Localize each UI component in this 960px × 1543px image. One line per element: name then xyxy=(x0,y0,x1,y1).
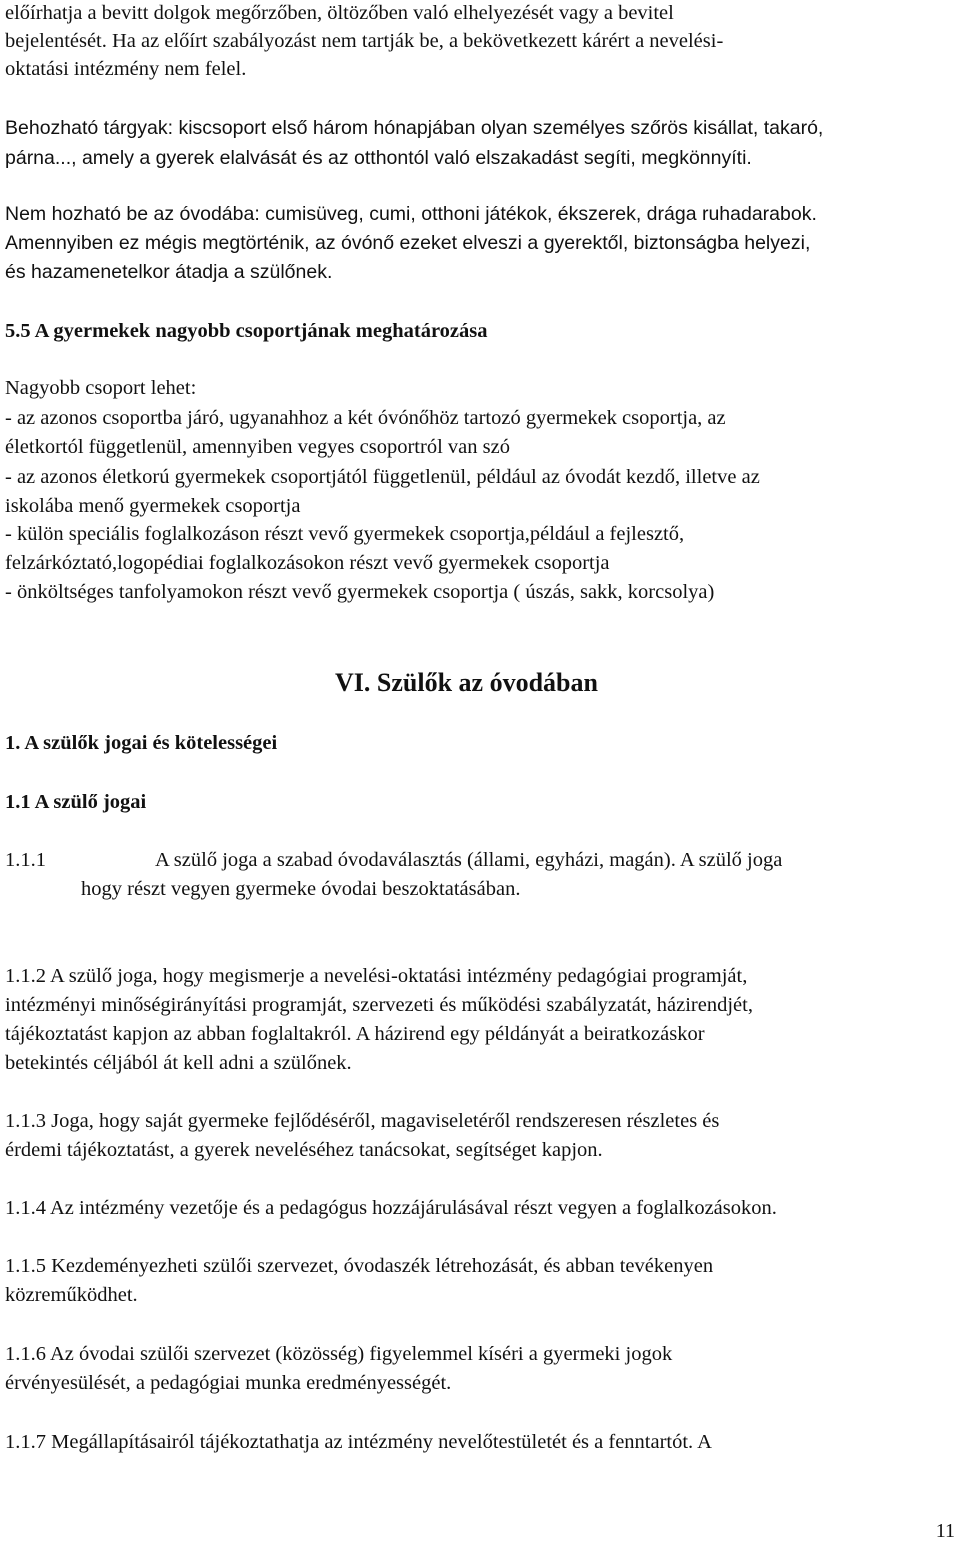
list-item: - az azonos csoportba járó, ugyanahhoz a két óvónőhöz tartozó gyermekek csoportja, az xyxy=(5,407,726,429)
list-item: - külön speciális foglalkozáson részt vevő gyermekek csoportja,például a fejlesztő, xyxy=(5,523,685,545)
body-text-line: előírhatja a bevitt dolgok megőrzőben, öltözőben való elhelyezését vagy a bevitel xyxy=(5,2,674,24)
body-text-line: Nagyobb csoport lehet: xyxy=(5,377,197,399)
body-text-line: hogy részt vegyen gyermeke óvodai beszoktatásában. xyxy=(81,878,521,900)
body-text-line: és hazamenetelkor átadja a szülőnek. xyxy=(5,261,333,283)
item-number: 1.1.1 xyxy=(5,849,46,871)
body-text-line: Nem hozható be az óvodába: cumisüveg, cumi, otthoni játékok, ékszerek, drága ruhadarabok. xyxy=(5,203,817,225)
body-text-line: Behozható tárgyak: kiscsoport első három hónapjában olyan személyes szőrös kisállat, takaró, xyxy=(5,117,824,139)
body-text-line: érvényesülését, a pedagógiai munka eredményességét. xyxy=(5,1372,452,1394)
body-text-line: Amennyiben ez mégis megtörténik, az óvónő ezeket elveszi a gyerektől, biztonságba helyezi, xyxy=(5,232,811,254)
body-text-line: párna..., amely a gyerek elalvását és az otthontól való elszakadást segíti, megkönnyíti. xyxy=(5,147,752,169)
body-text-line: 1.1.5 Kezdeményezheti szülői szervezet, óvodaszék létrehozását, és abban tevékenyen xyxy=(5,1255,714,1277)
body-text-line: tájékoztatást kapjon az abban foglaltakról. A házirend egy példányát a beiratkozáskor xyxy=(5,1023,705,1045)
body-text-line: 1.1.2 A szülő joga, hogy megismerje a nevelési-oktatási intézmény pedagógiai programját, xyxy=(5,965,748,987)
list-item: életkortól függetlenül, amennyiben vegyes csoportról van szó xyxy=(5,436,510,458)
body-text-line: 1.1.4 Az intézmény vezetője és a pedagógus hozzájárulásával részt vegyen a foglalkozásokon. xyxy=(5,1197,777,1219)
section-heading: 5.5 A gyermekek nagyobb csoportjának meghatározása xyxy=(5,320,488,342)
list-item: felzárkóztató,logopédiai foglalkozásokon részt vevő gyermekek csoportja xyxy=(5,552,610,574)
body-text-line: A szülő joga a szabad óvodaválasztás (állami, egyházi, magán). A szülő joga xyxy=(155,849,783,871)
body-text-line: 1.1.7 Megállapításairól tájékoztathatja az intézmény nevelőtestületét és a fenntartót. A xyxy=(5,1431,712,1453)
body-text-line: intézményi minőségirányítási programját, szervezeti és működési szabályzatát, házirendjét, xyxy=(5,994,753,1016)
body-text-line: közreműködhet. xyxy=(5,1284,138,1306)
body-text-line: érdemi tájékoztatást, a gyerek neveléséhez tanácsokat, segítséget kapjon. xyxy=(5,1139,603,1161)
list-item: iskolába menő gyermekek csoportja xyxy=(5,495,301,517)
list-item: - önköltséges tanfolyamokon részt vevő gyermekek csoportja ( úszás, sakk, korcsolya) xyxy=(5,581,715,603)
list-item: - az azonos életkorú gyermekek csoportjától függetlenül, például az óvodát kezdő, illetve az xyxy=(5,466,760,488)
body-text-line: 1.1.6 Az óvodai szülői szervezet (közösség) figyelemmel kíséri a gyermeki jogok xyxy=(5,1343,673,1365)
body-text-line: betekintés céljából át kell adni a szülőnek. xyxy=(5,1052,352,1074)
body-text-line: bejelentését. Ha az előírt szabályozást nem tartják be, a bekövetkezett kárért a nevelési- xyxy=(5,30,724,52)
subsection-heading: 1.1 A szülő jogai xyxy=(5,791,147,813)
page-number: 11 xyxy=(935,1520,955,1542)
body-text-line: 1.1.3 Joga, hogy saját gyermeke fejlődéséről, magaviseletéről rendszeresen részletes és xyxy=(5,1110,720,1132)
section-heading: 1. A szülők jogai és kötelességei xyxy=(5,732,278,754)
chapter-title: VI. Szülők az óvodában xyxy=(335,668,598,697)
body-text-line: oktatási intézmény nem felel. xyxy=(5,58,247,80)
